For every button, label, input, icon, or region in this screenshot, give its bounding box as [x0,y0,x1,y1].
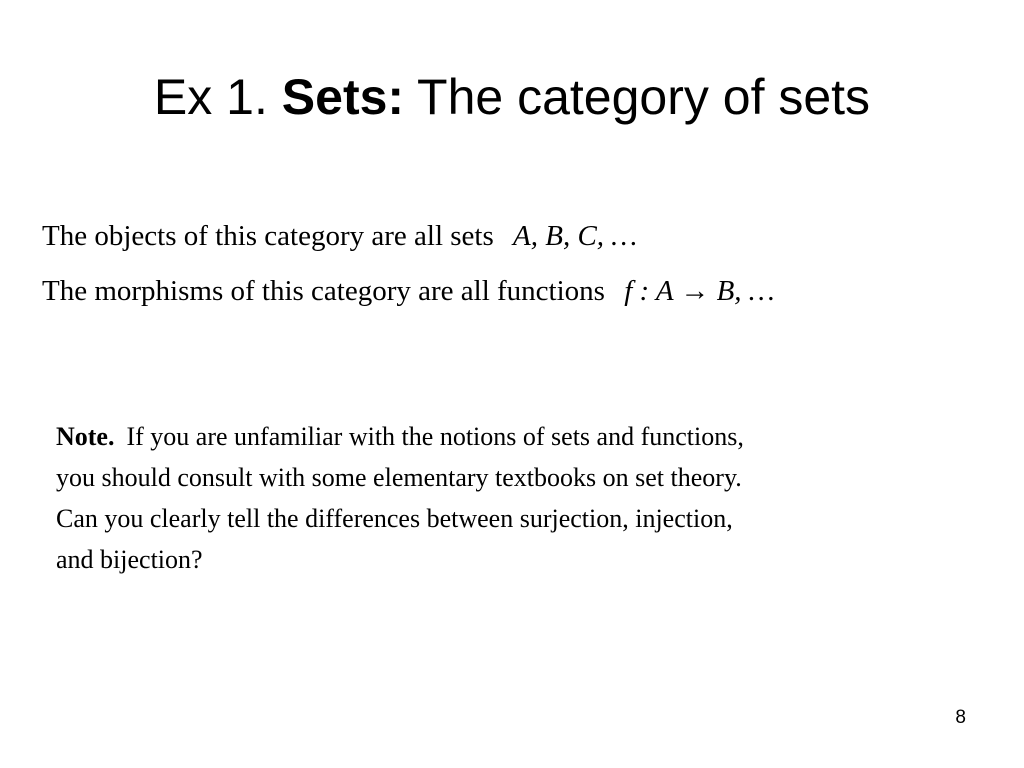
morphisms-math: f : A → B, … [624,275,775,307]
objects-line [42,216,637,256]
objects-text: The objects of this category are all sets [42,220,494,252]
objects-math: A, B, C, … [513,220,638,252]
note-row: you should consult with some elementary textbooks on set theory. [56,463,742,492]
note-row: Can you clearly tell the differences between surjection, injection, [56,504,733,533]
note-label: Note. [56,422,115,451]
note-row [56,416,986,457]
title-bold: Sets: [281,69,405,125]
note-text: If you are unfamiliar with the notions of sets and functions, [126,422,744,451]
title-prefix: Ex 1. [153,69,268,125]
note-row: and bijection? [56,545,203,574]
title-rest: The category of sets [417,69,871,125]
note-paragraph [56,416,986,580]
morphisms-text: The morphisms of this category are all functions [42,275,605,307]
slide-title [0,62,1024,132]
morphisms-line [42,271,775,311]
page-number: 8 [955,707,966,728]
